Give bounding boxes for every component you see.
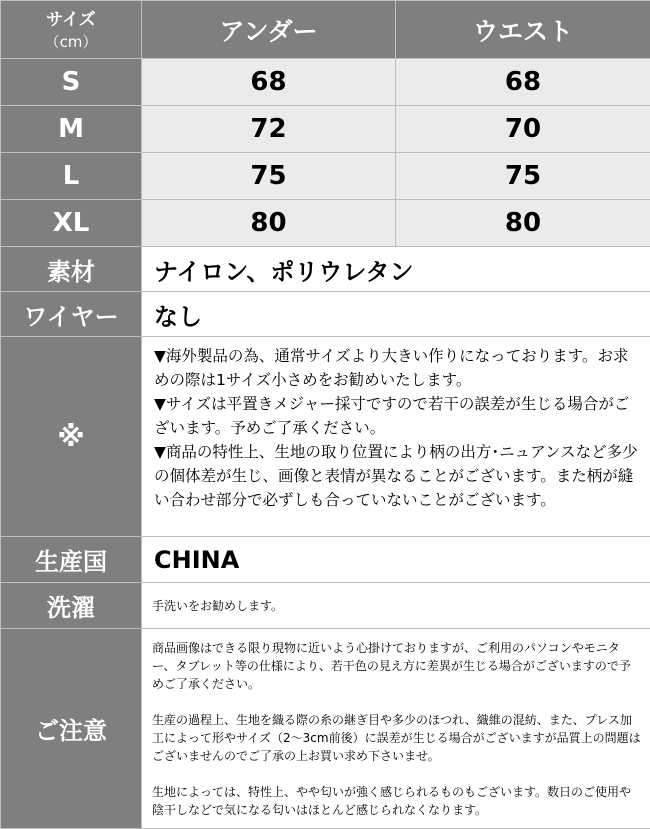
waist-value: 70: [396, 106, 650, 153]
caution-paragraph: 生産の過程上、生地を織る際の糸の継ぎ目や多少のほつれ、織維の混紡、また、プレス加工によって形やサイズ（2～3cm前後）に誤差が生じる場合がございますが品質上の問題はございませんのでご了承の上お買い求め下さいませ。: [152, 712, 641, 763]
under-value: 72: [142, 106, 396, 153]
caution-paragraph: 生地によっては、特性上、やや匂いが強く感じられるものもございます。数日のご使用や陰干しなどで気になる匂いはほとんど感じられなくなります。: [152, 784, 632, 817]
caution-paragraph: 商品画像はできる限り現物に近いよう心掛けておりますが、ご利用のパソコンやモニター、タブレット等の仕様により、若干色の見え方に差異が生じる場合がございますので予めご了承ください。: [152, 640, 631, 691]
under-value: 75: [142, 153, 396, 200]
notes-row: [1, 337, 650, 537]
size-label: サイズ: [46, 9, 96, 30]
wire-row: [1, 292, 650, 337]
note-item: ▼サイズは平置きメジャー採寸ですので若干の誤差が生じる場合がございます。予めご了承ください。: [154, 395, 630, 437]
size-name: XL: [1, 200, 142, 247]
origin-value: CHINA: [142, 537, 650, 583]
size-name: L: [1, 153, 142, 200]
caution-content: [142, 629, 650, 829]
note-item: ▼商品の特性上、生地の取り位置により柄の出方･ニュアンスなど多少の個体差が生じ、画像と表情が異なることがございます。また柄が縫い合わせ部分で必ずしも合っていないことがございます。: [154, 443, 638, 509]
size-name: M: [1, 106, 142, 153]
origin-label: 生産国: [1, 537, 142, 583]
caution-row: [1, 629, 650, 829]
wire-label: ワイヤー: [1, 292, 142, 337]
wash-label: 洗濯: [1, 583, 142, 629]
notes-label: ※: [1, 337, 142, 537]
size-header-cell: [1, 1, 142, 59]
note-item: ▼海外製品の為、通常サイズより大きい作りになっております。お求めの際は1サイズ小さめをお勧めいたします。: [154, 347, 629, 389]
material-label: 素材: [1, 247, 142, 292]
waist-header: ウエスト: [396, 1, 650, 59]
size-row: [1, 59, 650, 106]
wash-row: [1, 583, 650, 629]
size-row: [1, 106, 650, 153]
under-value: 80: [142, 200, 396, 247]
waist-value: 75: [396, 153, 650, 200]
under-value: 68: [142, 59, 396, 106]
wire-value: なし: [142, 292, 650, 337]
waist-value: 80: [396, 200, 650, 247]
unit-label: （cm）: [44, 32, 98, 51]
wash-value: 手洗いをお勧めします。: [142, 583, 650, 629]
size-name: S: [1, 59, 142, 106]
notes-content: [142, 337, 650, 537]
size-row: [1, 153, 650, 200]
size-header-row: [1, 1, 650, 59]
material-row: [1, 247, 650, 292]
material-value: ナイロン、ポリウレタン: [142, 247, 650, 292]
caution-label: ご注意: [1, 629, 142, 829]
origin-row: [1, 537, 650, 583]
size-row: [1, 200, 650, 247]
waist-value: 68: [396, 59, 650, 106]
under-header: アンダー: [142, 1, 396, 59]
